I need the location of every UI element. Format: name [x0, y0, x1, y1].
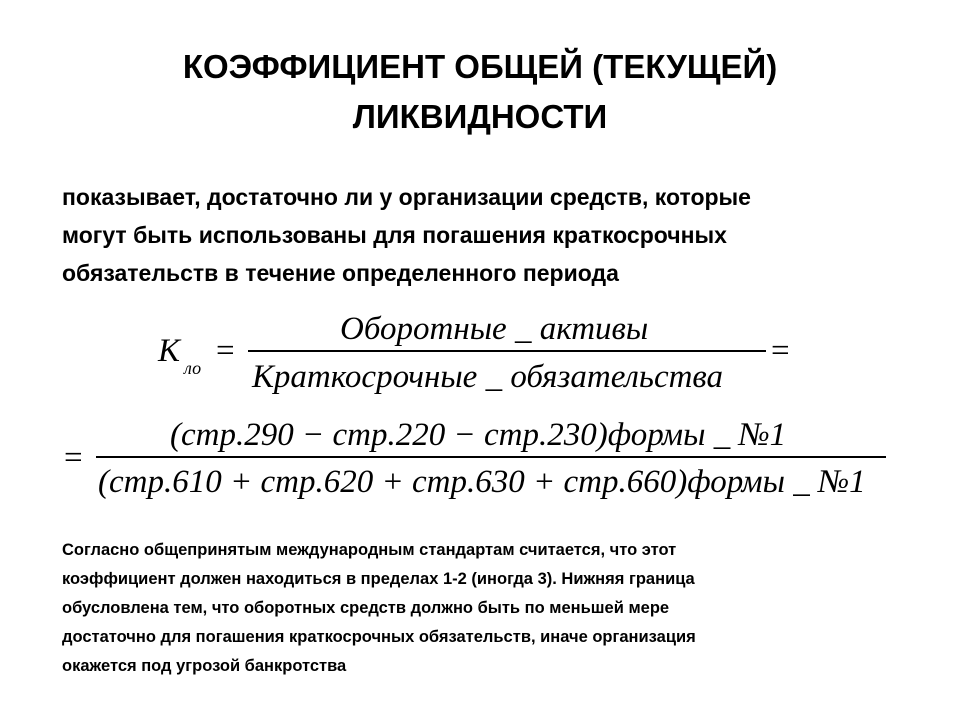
formula-equals-2: = [771, 333, 790, 369]
note-text [62, 536, 922, 681]
definition-line-1: показывает, достаточно ли у организации средств, которые [62, 184, 751, 210]
note-line-3: обусловлена тем, что оборотных средств должно быть по меньшей мере [62, 599, 670, 617]
fraction-2-bar [96, 456, 886, 458]
formula-lhs-symbol: К [158, 333, 180, 369]
formula-equals-3: = [64, 440, 83, 476]
note-line-5: окажется под угрозой банкротства [62, 657, 347, 675]
note-line-2: коэффициент должен находиться в пределах 1-2 (иногда 3). Нижняя граница [62, 570, 695, 588]
fraction-2-denominator: (стр.610 + стр.620 + стр.630 + стр.660)формы _ №1 [98, 464, 866, 500]
fraction-1-numerator: Оборотные _ активы [340, 311, 649, 347]
fraction-2-numerator: (стр.290 − стр.220 − стр.230)формы _ №1 [170, 417, 787, 453]
definition-line-3: обязательств в течение определенного периода [62, 260, 619, 286]
definition-line-2: могут быть использованы для погашения краткосрочных [62, 222, 727, 248]
title-line-1: КОЭФФИЦИЕНТ ОБЩЕЙ (ТЕКУЩЕЙ) [182, 48, 778, 85]
fraction-1-bar [248, 350, 766, 352]
note-line-4: достаточно для погашения краткосрочных обязательств, иначе организация [62, 628, 696, 646]
fraction-1-denominator: Краткосрочные _ обязательства [252, 359, 724, 395]
title-line-2: ЛИКВИДНОСТИ [352, 98, 608, 135]
formula-lhs-subscript: ло [184, 358, 202, 378]
note-line-1: Согласно общепринятым международным стандартам считается, что этот [62, 541, 677, 559]
formula-equals-1: = [216, 333, 235, 369]
